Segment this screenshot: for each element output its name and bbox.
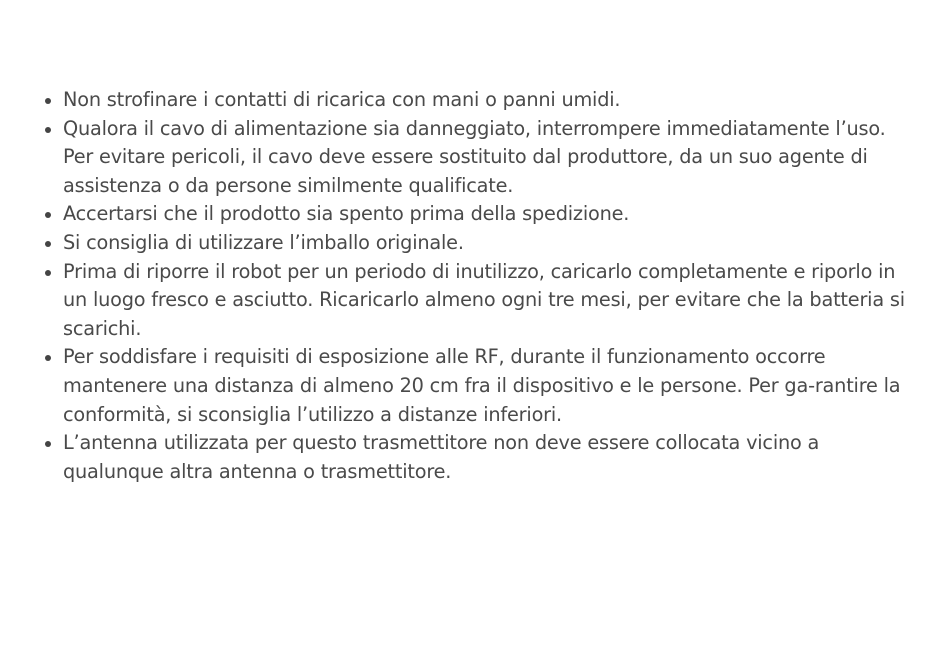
bullet-icon bbox=[45, 98, 51, 104]
list-item-text: Si consiglia di utilizzare l’imballo originale. bbox=[63, 230, 464, 254]
list-item-text: Qualora il cavo di alimentazione sia danneggiato, interrompere immediatamente l’uso. Per evitare pericoli, il cavo deve essere sostituito dal produttore, da un suo agente di assistenza o da persone similmente qualificate. bbox=[63, 116, 886, 197]
list-item bbox=[44, 115, 914, 201]
safety-bullet-list bbox=[44, 86, 914, 486]
list-item-text: Non strofinare i contatti di ricarica con mani o panni umidi. bbox=[63, 88, 621, 111]
bullet-icon bbox=[45, 212, 51, 218]
bullet-icon bbox=[45, 441, 51, 447]
list-item-text: L’antenna utilizzata per questo trasmettitore non deve essere collocata vicino a qualunque altra antenna o trasmettitore. bbox=[63, 431, 820, 483]
list-item bbox=[44, 258, 914, 344]
list-item-text: Accertarsi che il prodotto sia spento prima della spedizione. bbox=[63, 202, 630, 226]
list-item bbox=[44, 229, 914, 258]
list-item bbox=[44, 86, 914, 115]
list-item bbox=[44, 343, 914, 429]
bullet-icon bbox=[45, 241, 51, 247]
bullet-icon bbox=[45, 270, 51, 276]
bullet-icon bbox=[45, 355, 51, 361]
bullet-icon bbox=[45, 127, 51, 133]
list-item bbox=[44, 200, 914, 229]
list-item-text: Per soddisfare i requisiti di esposizione alle RF, durante il funzionamento occorre mantenere una distanza di almeno 20 cm fra il dispositivo e le persone. Per ga-rantire la conformità, si sconsiglia l’utilizzo a distanze inferiori. bbox=[63, 345, 901, 426]
list-item bbox=[44, 429, 914, 486]
list-item-text: Prima di riporre il robot per un periodo di inutilizzo, caricarlo completamente e riporlo in un luogo fresco e asciutto. Ricaricarlo almeno ogni tre mesi, per evitare che la batteria si scarichi. bbox=[63, 259, 905, 340]
